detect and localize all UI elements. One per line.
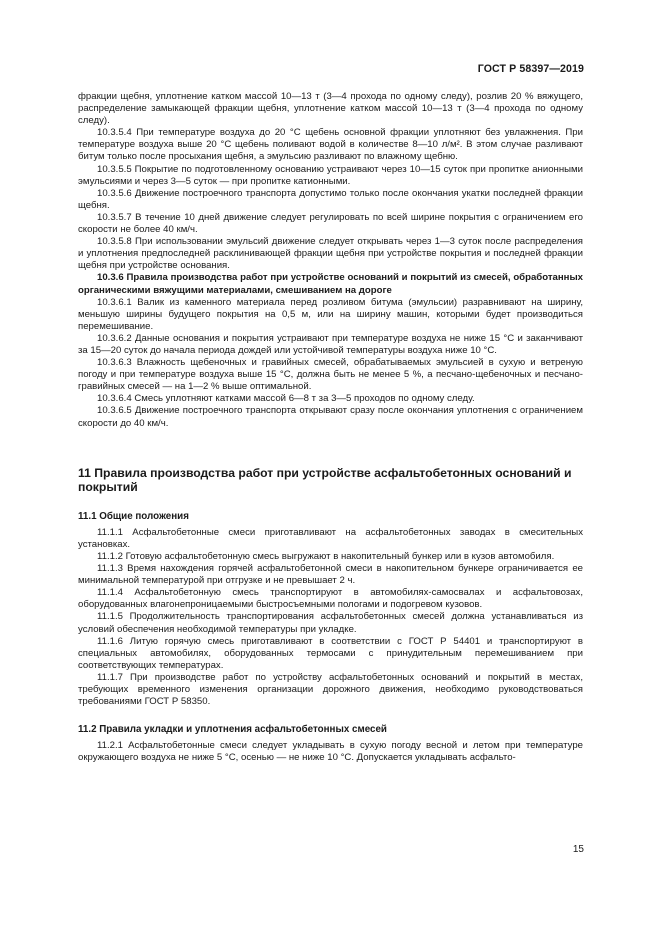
paragraph-10-3-5-4: 10.3.5.4 При температуре воздуха до 20 °С щебень основной фракции уплотняют без увлажнения. При температуре воздуха выше 20 °С щебень поливают водой в количестве 8—10 л/м². В этом случае разливают битум только после просыхания щебня, а эмульсию разливают по влажному щебню. [78,127,583,163]
paragraph-11-1-1: 11.1.1 Асфальтобетонные смеси приготавливают на асфальтобетонных заводах в смесительных установках. [78,526,583,550]
page-number: 15 [572,844,584,855]
paragraph-10-3-5-8: 10.3.5.8 При использовании эмульсий движение следует открывать через 1—3 суток после распределения и уплотнения предпоследней расклинивающей фракции щебня при устройстве покрытия и последней фракции щебня при устройстве основания. [78,236,583,272]
paragraph-10-3-5-5: 10.3.5.5 Покрытие по подготовленному основанию устраивают через 10—15 суток при пропитке анионными эмульсиями и через 3—5 суток — при пропитке катионными. [78,163,583,187]
paragraph-11-2-1: 11.2.1 Асфальтобетонные смеси следует укладывать в сухую погоду весной и летом при температуре окружающего воздуха не ниже 5 °С, осенью — не ниже 10 °С. Допускается укладывать асфальто- [78,740,583,764]
paragraph-10-3-6-3: 10.3.6.3 Влажность щебеночных и гравийных смесей, обрабатываемых эмульсией в сухую и ветреную погоду и при температуре воздуха выше 15 °С, должна быть не менее 5 %, а песчано-щебеночных и песчано-гравийных смесей — на 1—2 % выше оптимальной. [78,357,583,393]
paragraph-10-3-5-7: 10.3.5.7 В течение 10 дней движение следует регулировать по всей ширине покрытия с ограничением его скорости не более 40 км/ч. [78,211,583,236]
paragraph-11-1-2: 11.1.2 Готовую асфальтобетонную смесь выгружают в накопительный бункер или в кузов автомобиля. [97,551,555,562]
paragraph-10-3-6-4: 10.3.6.4 Смесь уплотняют катками массой 6—8 т за 3—5 проходов по одному следу. [97,393,475,405]
paragraph-11-1-4: 11.1.4 Асфальтобетонную смесь транспортируют в автомобилях-самосвалах и асфальтовозах, оборудованных влагонепроницаемыми быстросъемными пологами и подогревом кузовов. [78,587,583,611]
paragraph-10-3-6-1: 10.3.6.1 Валик из каменного материала перед розливом битума (эмульсии) разравнивают на ширину, меньшую ширины будущего покрытия на 0,5 м, или на ширину машин, которыми будет производиться перемешивание. [78,296,583,332]
standard-header: ГОСТ Р 58397—2019 [477,63,584,75]
page-content [78,91,583,764]
subsection-11-1-title: 11.1 Общие положения [78,510,189,522]
section-11-title: 11 Правила производства работ при устройстве асфальтобетонных оснований и покрытий [78,465,572,495]
paragraph-11-1-7: 11.1.7 При производстве работ по устройству асфальтобетонных оснований и покрытий в местах, требующих временного изменения организации дорожного движения, необходимо руководствоваться требованиями ГОСТ Р 58350. [78,671,583,708]
paragraph-continuation: фракции щебня, уплотнение катком массой 10—13 т (3—4 прохода по одному следу), розлив 20 % вяжущего, распределение замыкающей фракции щебня, уплотнение катком массой 10—13 т (3—4 прохода по одному следу). [78,91,583,127]
paragraph-11-1-3: 11.1.3 Время нахождения горячей асфальтобетонной смеси в накопительном бункере ограничивается ее минимальной температурой при отгрузке и не превышает 2 ч. [78,563,583,587]
heading-10-3-6: 10.3.6 Правила производства работ при устройстве оснований и покрытий из смесей, обработанных органическими вяжущими материалами, смешиванием на дороге [78,272,583,296]
paragraph-10-3-5-6: 10.3.5.6 Движение построечного транспорта допустимо только после окончания укатки последней фракции щебня. [78,187,583,211]
paragraph-10-3-6-5: 10.3.6.5 Движение построечного транспорта открывают сразу после окончания уплотнения с ограничением скорости до 40 км/ч. [78,405,583,429]
subsection-11-2-title: 11.2 Правила укладки и уплотнения асфальтобетонных смесей [78,724,387,736]
paragraph-11-1-6: 11.1.6 Литую горячую смесь приготавливают в соответствии с ГОСТ Р 54401 и транспортируют в специальных автомобилях, оборудованных термосами с принудительным перемешиванием при соответствующих температурах. [78,635,583,671]
paragraph-11-1-5: 11.1.5 Продолжительность транспортирования асфальтобетонных смесей должна устанавливаться из условий обеспечения необходимой температуры при укладке. [78,611,583,635]
paragraph-10-3-6-2: 10.3.6.2 Данные основания и покрытия устраивают при температуре воздуха не ниже 15 °С и заканчивают за 15—20 суток до начала периода дождей или устойчивой температуры воздуха ниже 10 °С. [78,332,583,356]
